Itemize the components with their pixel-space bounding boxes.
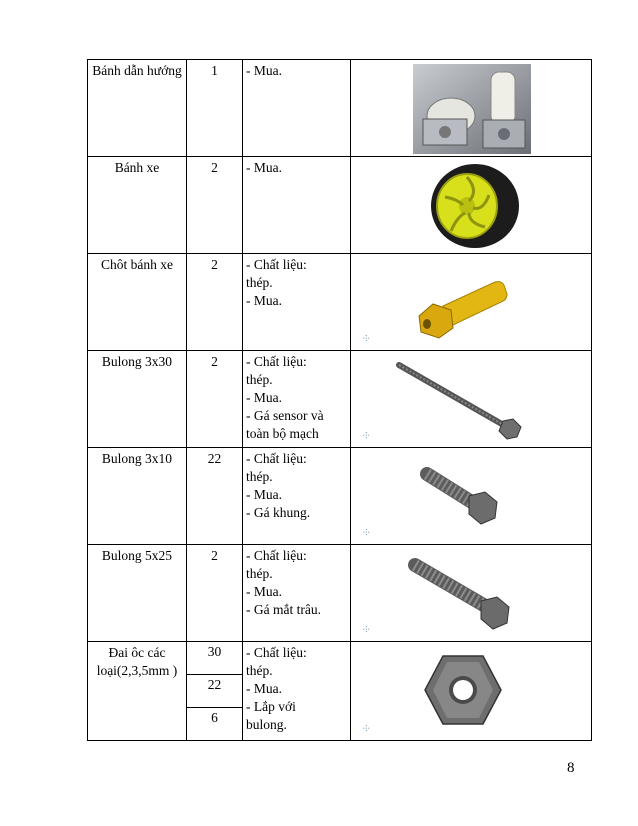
part-image-cell <box>351 545 592 642</box>
description-line: - Chất liệu: <box>246 548 307 563</box>
wheel-image <box>351 157 591 253</box>
bolt-short-image <box>351 448 591 544</box>
description-line: - Chất liệu: <box>246 645 307 660</box>
part-name: Bulong 3x30 <box>88 351 187 448</box>
quantity-sub: 22 <box>187 675 242 708</box>
part-description <box>243 545 351 642</box>
part-description <box>243 642 351 741</box>
page-number: 8 <box>567 760 575 776</box>
part-quantity: 2 <box>187 157 243 254</box>
part-quantity <box>187 642 243 741</box>
part-image-cell <box>351 642 592 741</box>
part-name: Bulong 3x10 <box>88 448 187 545</box>
table-row <box>88 642 592 741</box>
description-line: - Mua. <box>246 390 282 405</box>
description-line: thép. <box>246 372 273 387</box>
table-row <box>88 157 592 254</box>
hex-nut-image <box>351 642 591 740</box>
image-marker: ⸭ <box>363 431 370 440</box>
image-marker: ⸭ <box>363 528 370 537</box>
table-row <box>88 448 592 545</box>
table-row <box>88 254 592 351</box>
part-description <box>243 60 351 157</box>
description-line: toàn bộ mạch <box>246 426 319 441</box>
part-name: Bánh xe <box>88 157 187 254</box>
image-marker: ⸭ <box>363 625 370 634</box>
part-name: Bánh dẫn hướng <box>88 60 187 157</box>
part-name: Chôt bánh xe <box>88 254 187 351</box>
description-line: - Lắp với <box>246 699 296 714</box>
part-quantity: 1 <box>187 60 243 157</box>
description-line: - Chất liệu: <box>246 257 307 272</box>
table-row <box>88 351 592 448</box>
table-row <box>88 545 592 642</box>
part-image-cell <box>351 351 592 448</box>
description-line: - Gá sensor và <box>246 408 324 423</box>
description-line: - Chất liệu: <box>246 451 307 466</box>
bolt-long-image <box>351 351 591 447</box>
description-line: - Mua. <box>246 63 282 78</box>
description-line: - Mua. <box>246 584 282 599</box>
part-description <box>243 351 351 448</box>
description-line: - Gá mắt trâu. <box>246 602 321 617</box>
part-image-cell <box>351 60 592 157</box>
table-row <box>88 60 592 157</box>
description-line: - Mua. <box>246 293 282 308</box>
part-quantity: 2 <box>187 254 243 351</box>
part-description <box>243 157 351 254</box>
part-name: Bulong 5x25 <box>88 545 187 642</box>
bolt-medium-image <box>351 545 591 641</box>
part-quantity: 2 <box>187 545 243 642</box>
description-line: bulong. <box>246 717 287 732</box>
parts-table <box>87 59 592 741</box>
part-quantity: 22 <box>187 448 243 545</box>
description-line: - Mua. <box>246 681 282 696</box>
description-line: thép. <box>246 566 273 581</box>
part-image-cell <box>351 157 592 254</box>
part-quantity: 2 <box>187 351 243 448</box>
image-marker: ⸭ <box>363 724 370 733</box>
description-line: thép. <box>246 663 273 678</box>
description-line: - Gá khung. <box>246 505 311 520</box>
caster-wheel-image <box>351 60 591 156</box>
part-image-cell <box>351 448 592 545</box>
part-image-cell <box>351 254 592 351</box>
quantity-sub: 30 <box>187 642 242 675</box>
quantity-sub: 6 <box>211 710 218 725</box>
part-description <box>243 448 351 545</box>
description-line: thép. <box>246 275 273 290</box>
wheel-pin-image <box>351 254 591 350</box>
description-line: - Mua. <box>246 487 282 502</box>
part-description <box>243 254 351 351</box>
image-marker: ⸭ <box>363 334 370 343</box>
description-line: - Chất liệu: <box>246 354 307 369</box>
description-line: - Mua. <box>246 160 282 175</box>
part-name: Đai ôc các loại(2,3,5mm ) <box>88 642 187 741</box>
description-line: thép. <box>246 469 273 484</box>
